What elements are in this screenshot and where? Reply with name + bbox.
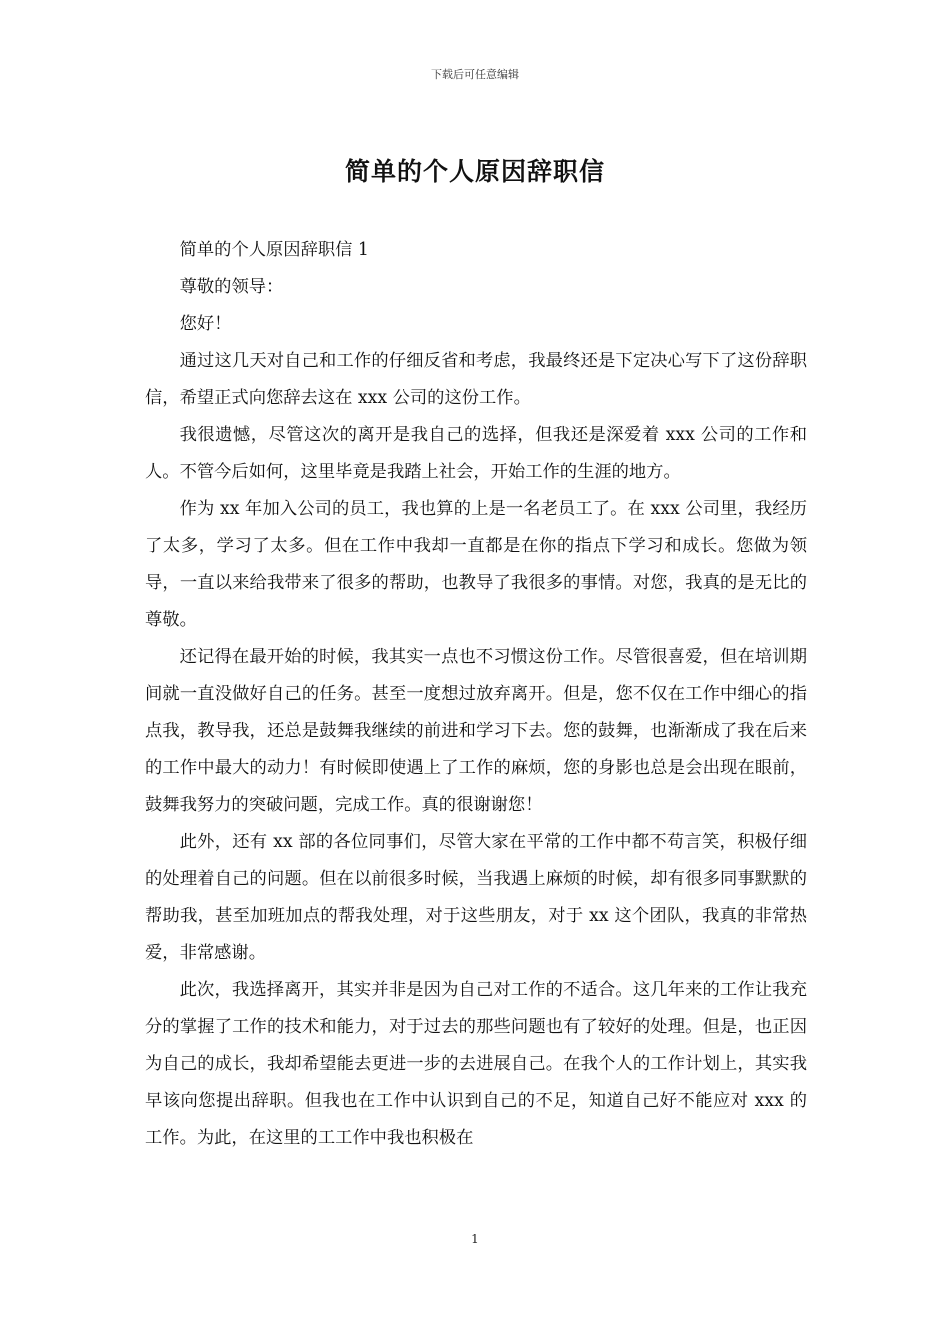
document-title: 简单的个人原因辞职信 bbox=[344, 157, 605, 186]
page-number: 1 bbox=[471, 1232, 479, 1246]
body-paragraph: 还记得在最开始的时候，我其实一点也不习惯这份工作。尽管很喜爱，但在培训期间就一直没做好自己的任务。甚至一度想过放弃离开。但是，您不仅在工作中细心的指点我，教导我，还总是鼓舞我继续的前进和学习下去。您的鼓舞，也渐渐成了我在后来的工作中最大的动力！有时候即使遇上了工作的麻烦，您的身影也总是会出现在眼前，鼓舞我努力的突破问题，完成工作。真的很谢谢您！ bbox=[145, 647, 807, 815]
document-body bbox=[145, 232, 807, 1157]
body-paragraph: 作为 xx 年加入公司的员工，我也算的上是一名老员工了。在 xxx 公司里，我经历了太多，学习了太多。但在工作中我却一直都是在你的指点下学习和成长。您做为领导，一直以来给我带来了很多的帮助，也教导了我很多的事情。对您，我真的是无比的尊敬。 bbox=[145, 499, 807, 630]
body-paragraph: 此次，我选择离开，其实并非是因为自己对工作的不适合。这几年来的工作让我充分的掌握了工作的技术和能力，对于过去的那些问题也有了较好的处理。但是，也正因为自己的成长，我却希望能去更进一步的去进展自己。在我个人的工作计划上，其实我早该向您提出辞职。但我也在工作中认识到自己的不足，知道自己好不能应对 xxx 的工作。为此，在这里的工工作中我也积极在 bbox=[145, 980, 807, 1148]
letter-heading: 简单的个人原因辞职信 1 bbox=[179, 240, 369, 260]
salutation: 尊敬的领导： bbox=[179, 277, 284, 297]
header-note: 下载后可任意编辑 bbox=[431, 68, 519, 81]
body-paragraph: 此外，还有 xx 部的各位同事们，尽管大家在平常的工作中都不苟言笑，积极仔细的处理着自己的问题。但在以前很多时候，当我遇上麻烦的时候，却有很多同事默默的帮助我，甚至加班加点的帮我处理，对于这些朋友，对于 xx 这个团队，我真的非常热爱，非常感谢。 bbox=[145, 832, 807, 963]
body-paragraph: 通过这几天对自己和工作的仔细反省和考虑，我最终还是下定决心写下了这份辞职信，希望正式向您辞去这在 xxx 公司的这份工作。 bbox=[145, 351, 807, 408]
body-paragraph: 我很遗憾，尽管这次的离开是我自己的选择，但我还是深爱着 xxx 公司的工作和人。不管今后如何，这里毕竟是我踏上社会，开始工作的生涯的地方。 bbox=[145, 425, 807, 482]
greeting: 您好！ bbox=[179, 314, 232, 334]
